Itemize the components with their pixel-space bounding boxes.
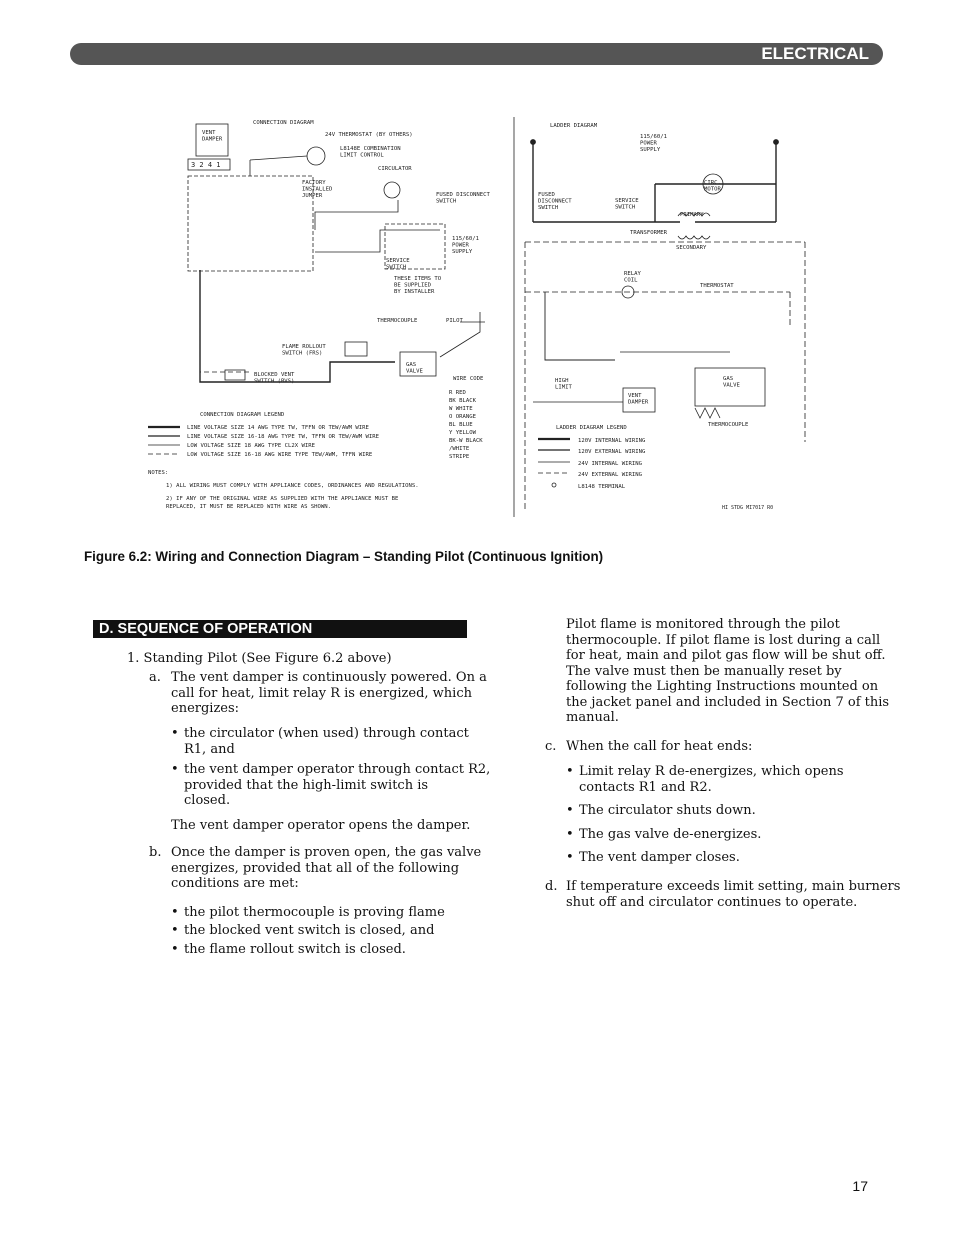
figure-caption: Figure 6.2: Wiring and Connection Diagram – Standing Pilot (Continuous Ignition) (84, 549, 604, 564)
ladder-power-supply: 115/60/1 POWER SUPPLY (640, 134, 667, 153)
vent-damper-label: VENT DAMPER (202, 130, 223, 143)
item-c-label: c. (545, 739, 557, 754)
bullet-icon: • (171, 942, 179, 957)
jumper-label: FACTORY INSTALLED JUMPER (302, 180, 333, 199)
ladder-gas-valve-label: GAS VALVE (723, 376, 740, 389)
wire-code-2: W WHITE (449, 406, 473, 412)
ladder-thermostat-label: THERMOSTAT (700, 283, 734, 289)
ladder-service-label: SERVICE SWITCH (615, 198, 639, 211)
section-header-bar (70, 43, 883, 65)
note-1: 1) ALL WIRING MUST COMPLY WITH APPLIANCE CODES, ORDINANCES AND REGULATIONS. (166, 483, 419, 489)
junction-box (188, 176, 313, 271)
wire-code-5: Y YELLOW (449, 430, 476, 436)
item-a-label: a. (149, 670, 161, 685)
thermocouple-label: THERMOCOUPLE (377, 318, 418, 324)
section-heading: D. SEQUENCE OF OPERATION (99, 621, 313, 637)
connection-diagram-title: CONNECTION DIAGRAM (253, 120, 314, 126)
thermocouple-symbol (695, 408, 720, 418)
page-number: 17 (852, 1178, 868, 1194)
circulator-label: CIRCULATOR (378, 166, 412, 172)
circ-motor-label: CIRC. MOTOR (704, 180, 721, 193)
wire-code-0: R RED (449, 390, 466, 396)
ladder-fused-label: FUSED DISCONNECT SWITCH (538, 192, 572, 211)
circulator-icon (384, 182, 400, 198)
section-heading-bar (93, 620, 467, 638)
c-bullet-3: The gas valve de-energizes. (579, 827, 762, 842)
secondary-coil (678, 236, 710, 239)
bullet-icon: • (171, 726, 179, 741)
b-bullet-3: the flame rollout switch is closed. (184, 942, 406, 957)
section-header-title: ELECTRICAL (761, 44, 869, 63)
wire-code-1: BK BLACK (449, 398, 476, 404)
item-c-text: When the call for heat ends: (566, 739, 753, 754)
power-supply-label: 115/60/1 POWER SUPPLY (452, 236, 479, 255)
wire-code-title: WIRE CODE (453, 376, 484, 382)
wire-code-8: STRIPE (449, 454, 470, 460)
blocked-vent-label: BLOCKED VENT SWITCH (BVS) (254, 372, 295, 385)
ladder-vent-damper-label: VENT DAMPER (628, 393, 649, 406)
b-bullet-1: the pilot thermocouple is proving flame (184, 905, 445, 920)
pilot-label: PILOT (446, 318, 463, 324)
wiring-diagram (140, 112, 820, 522)
a-bullet-1: the circulator (when used) through contact R1, and (184, 726, 469, 757)
secondary-label: SECONDARY (676, 245, 707, 251)
a-bullet-2: the vent damper operator through contact R2, provided that the high-limit switch is closed. (184, 762, 491, 808)
connection-legend-3: LOW VOLTAGE SIZE 16-18 AWG WIRE TYPE TEW/AWM, TFFN WIRE (187, 452, 373, 458)
bullet-icon: • (171, 923, 179, 938)
rollout-switch (345, 342, 367, 356)
c-bullet-1: Limit relay R de-energizes, which opens contacts R1 and R2. (579, 764, 844, 795)
bullet-icon: • (171, 905, 179, 920)
c-bullet-2: The circulator shuts down. (579, 803, 756, 818)
pilot-paragraph: Pilot flame is monitored through the pilot thermocouple. If pilot flame is lost during a call for heat, main and pilot gas flow will be shut off. The valve must then be manually reset by following the Lighting Instructions mounted on the jacket panel and included in Section 7 of this manual. (566, 617, 890, 725)
installer-label: THESE ITEMS TO BE SUPPLIED BY INSTALLER (394, 276, 442, 295)
wire-code-6: BK-W BLACK (449, 438, 483, 444)
ladder-legend-1: 120V EXTERNAL WIRING (578, 449, 646, 455)
b-bullet-2: the blocked vent switch is closed, and (184, 923, 435, 938)
ladder-thermocouple-label: THERMOCOUPLE (708, 422, 749, 428)
thermostat-label: 24V THERMOSTAT (BY OTHERS) (325, 132, 413, 138)
ladder-legend-0: 120V INTERNAL WIRING (578, 438, 646, 444)
wire-code-3: O ORANGE (449, 414, 476, 420)
wire-code-7: /WHITE (449, 446, 470, 452)
bullet-icon: • (566, 764, 574, 779)
drawing-id: HI STDG MI7017 R0 (722, 505, 774, 511)
item-b-label: b. (149, 845, 162, 860)
note-2: 2) IF ANY OF THE ORIGINAL WIRE AS SUPPLIED WITH THE APPLIANCE MUST BE (166, 496, 399, 502)
ladder-diagram-title: LADDER DIAGRAM (550, 123, 598, 129)
connection-legend-0: LINE VOLTAGE SIZE 14 AWG TYPE TW, TFFN OR TEW/AWM WIRE (187, 425, 369, 431)
bullet-icon: • (566, 827, 574, 842)
note-2-cont: REPLACED, IT MUST BE REPLACED WITH WIRE AS SHOWN. (166, 504, 332, 510)
ladder-legend-3: 24V EXTERNAL WIRING (578, 472, 642, 478)
blocked-vent-switch (225, 370, 245, 380)
limit-control-icon (307, 147, 325, 165)
wire-code-4: BL BLUE (449, 422, 473, 428)
item-d-label: d. (545, 879, 558, 894)
ladder-legend-4: L8148 TERMINAL (578, 484, 626, 490)
connection-legend-1: LINE VOLTAGE SIZE 16-18 AWG TYPE TW, TFFN OR TEW/AWM WIRE (187, 434, 379, 440)
flame-rollout-label: FLAME ROLLOUT SWITCH (FRS) (282, 344, 326, 357)
ladder-legend-2: 24V INTERNAL WIRING (578, 461, 642, 467)
gas-valve-label: GAS VALVE (406, 362, 423, 375)
fused-disconnect-label: FUSED DISCONNECT SWITCH (436, 192, 490, 205)
bullet-icon: • (566, 803, 574, 818)
item-1: 1. Standing Pilot (See Figure 6.2 above) (127, 651, 392, 666)
combo-limit-label: L8148E COMBINATION LIMIT CONTROL (340, 146, 401, 159)
high-limit-label: HIGH LIMIT (555, 378, 572, 391)
terminal-numbers: 3 2 4 1 (191, 161, 221, 169)
c-bullet-4: The vent damper closes. (579, 850, 740, 865)
bullet-icon: • (171, 762, 179, 777)
item-b-text: Once the damper is proven open, the gas valve energizes, provided that all of the following conditions are met: (171, 845, 482, 891)
transformer-label: TRANSFORMER (630, 230, 668, 236)
relay-coil-label: RELAY COIL (624, 271, 641, 284)
item-a-after: The vent damper operator opens the damper. (171, 818, 471, 833)
bullet-icon: • (566, 850, 574, 865)
primary-label: PRIMARY (680, 212, 704, 218)
item-d-text: If temperature exceeds limit setting, main burners shut off and circulator continues to operate. (566, 879, 901, 910)
notes-title: NOTES: (148, 470, 169, 476)
service-switch-label: SERVICE SWITCH (386, 258, 410, 271)
ladder-legend-title: LADDER DIAGRAM LEGEND (556, 425, 627, 431)
connection-legend-title: CONNECTION DIAGRAM LEGEND (200, 412, 285, 418)
connection-legend-2: LOW VOLTAGE SIZE 18 AWG TYPE CL2X WIRE (187, 443, 315, 449)
item-a-text: The vent damper is continuously powered. On a call for heat, limit relay R is energized, which energizes: (171, 670, 487, 716)
